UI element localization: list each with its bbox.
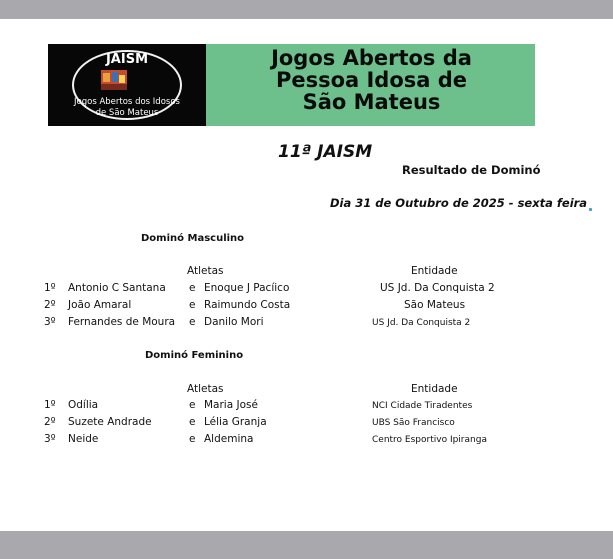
athlete-1: Antonio C Santana [68, 282, 166, 294]
separator: e [189, 416, 196, 428]
table-row [0, 399, 613, 415]
result-title: Resultado de Dominó [402, 163, 541, 177]
table-row [0, 416, 613, 432]
place: 3º [44, 433, 56, 445]
entity: US Jd. Da Conquista 2 [372, 318, 471, 328]
table-row [0, 282, 613, 298]
athlete-2: Aldemina [204, 433, 254, 445]
logo-acronym: JAISM [105, 52, 149, 67]
masculino-section-title: Dominó Masculino [141, 233, 245, 244]
separator: e [189, 282, 196, 294]
edition-title: 11ª JAISM [278, 142, 373, 162]
decorative-dot [589, 208, 592, 211]
athlete-1: Odília [68, 399, 99, 411]
place: 2º [44, 416, 56, 428]
place: 3º [44, 316, 56, 328]
entity: NCI Cidade Tiradentes [372, 401, 473, 411]
separator: e [189, 433, 196, 445]
feminino-entity-header: Entidade [411, 383, 458, 395]
masculino-athletes-header: Atletas [187, 265, 224, 277]
entity: Centro Esportivo Ipiranga [372, 435, 487, 445]
top-gray-bar [0, 0, 613, 19]
place: 1º [44, 399, 56, 411]
athlete-2: Maria José [204, 399, 258, 411]
table-row [0, 316, 613, 332]
banner-title-line1: Jogos Abertos da [271, 46, 472, 70]
banner-title-line2: Pessoa Idosa de [275, 68, 468, 92]
logo-subtitle-line1: Jogos Abertos dos Idosos [74, 97, 180, 107]
event-date: Dia 31 de Outubro de 2025 - sexta feira [330, 196, 588, 210]
feminino-athletes-header: Atletas [187, 383, 224, 395]
athlete-1: João Amaral [68, 299, 132, 311]
place: 2º [44, 299, 56, 311]
athlete-2: Danilo Mori [204, 316, 264, 328]
athlete-1: Suzete Andrade [68, 416, 152, 428]
athlete-2: Enoque J Pacíico [204, 282, 290, 294]
bottom-gray-bar [0, 531, 613, 559]
entity: US Jd. Da Conquista 2 [380, 282, 495, 294]
masculino-entity-header: Entidade [411, 265, 458, 277]
players-picture-icon [101, 70, 127, 90]
feminino-section-title: Dominó Feminino [145, 350, 244, 361]
separator: e [189, 299, 196, 311]
athlete-1: Neide [68, 433, 99, 445]
place: 1º [44, 282, 56, 294]
table-row [0, 433, 613, 449]
table-row [0, 299, 613, 315]
athlete-2: Lélia Granja [204, 416, 267, 428]
entity: UBS São Francisco [372, 418, 455, 428]
separator: e [189, 399, 196, 411]
entity: São Mateus [404, 299, 466, 311]
athlete-2: Raimundo Costa [204, 299, 291, 311]
jaism-logo [48, 44, 206, 126]
logo-subtitle-line2: de São Mateus [95, 108, 159, 118]
banner-title-line3: São Mateus [302, 90, 441, 114]
athlete-1: Fernandes de Moura [68, 316, 176, 328]
event-banner [48, 44, 535, 126]
separator: e [189, 316, 196, 328]
